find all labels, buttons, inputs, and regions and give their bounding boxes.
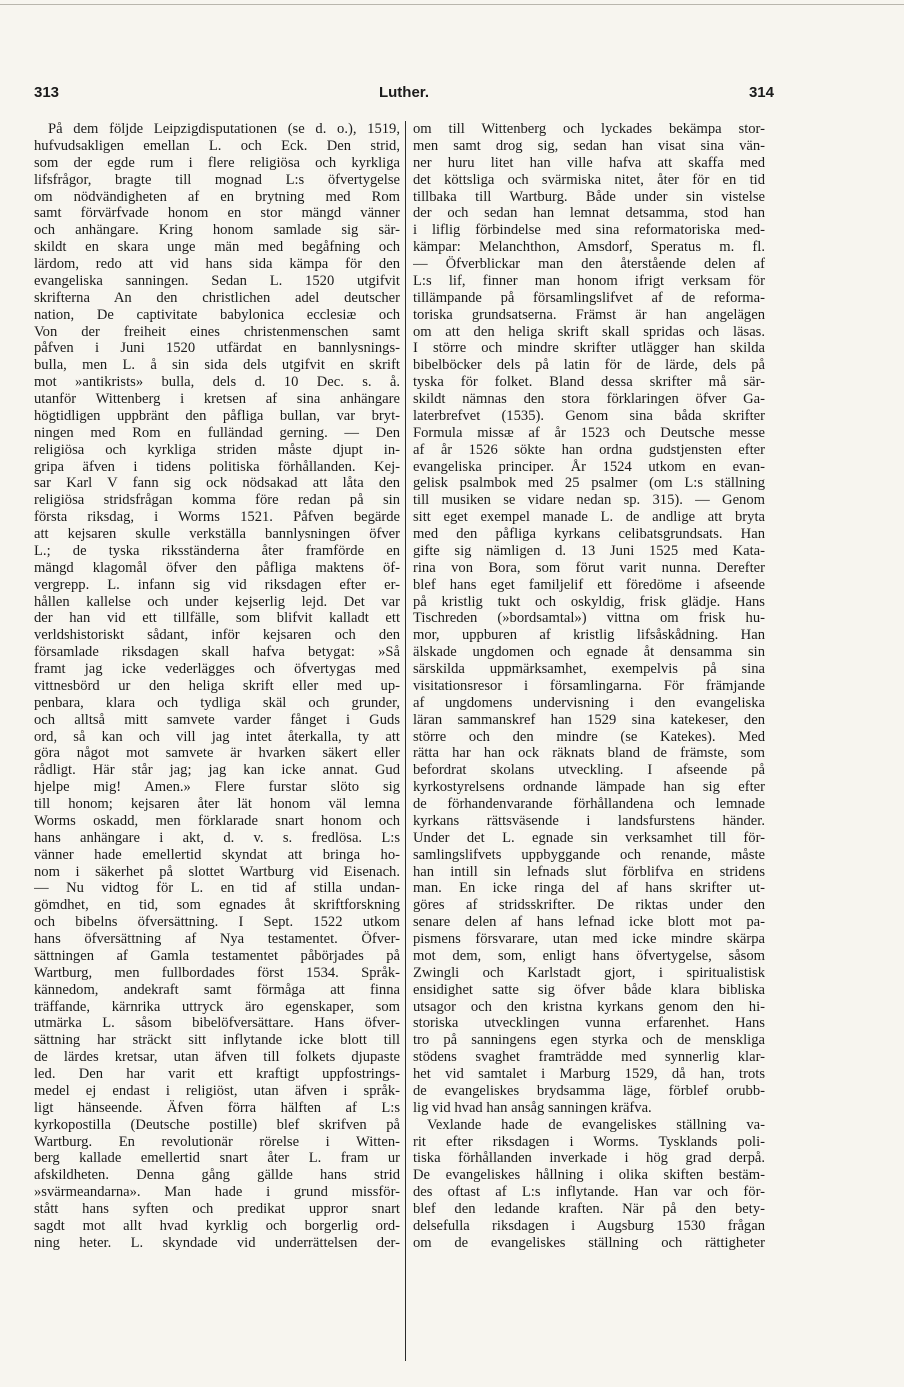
text-line: om till Wittenberg och lyckades bekämpa stor- [413,121,765,137]
text-line: Tischreden (»bordsamtal») vittna om frisk hu- [413,610,765,627]
text-line: hjelpe mig! Amen.» Flere furstar slöto sig [34,779,400,796]
text-line: som der egde rum i flere religiösa och kyrkliga [34,154,400,171]
text-line: de evangeliskes brydsamma läge, förblef orubb- [413,1082,765,1099]
text-line: på kristlig tukt och oskyldig, frisk glädje. Hans [413,593,765,610]
text-line: läran sammanskref han 1529 sina katekeser, den [413,711,765,728]
text-line: toriska grundsatserna. Främst är han angelägen [413,306,765,323]
text-line: att kejsaren skulle verkställa bannlysningen öfver [34,526,400,542]
top-rule [0,4,904,5]
text-line: utsagor och den kristna kyrkans genom den hi- [413,998,765,1015]
text-line: evangeliska principer. År 1524 utkom en evan- [413,458,765,475]
text-line: hållen kallelse och under kejserlig lejd. Det var [34,593,400,610]
text-line: ning heter. L. skyndade vid underrättelsen der- [34,1234,400,1251]
text-line: vergrepp. L. infann sig vid riksdagen efter er- [34,576,400,593]
text-line: till musiken se vidare nedan sp. 315). — Genom [413,492,765,509]
text-line: vänner hade emellertid skyndat att bringa ho- [34,846,400,863]
text-line: nom i säkerhet på slottet Wartburg vid Eisenach. [34,863,400,880]
text-line: Under det L. egnade sin verksamhet till för- [413,829,765,846]
text-line: senare delen af hans lefnad icke blott mot pa- [413,914,765,931]
text-line: laterbrefvet (1535). Genom sina båda skrifter [413,407,765,424]
text-line: lig vid hvad han ansåg sanningen kräfva. [413,1099,652,1116]
text-line: penbara, klara och tydliga skäl och grunder, [34,694,400,711]
text-line: »svärmeandarna». Man hade i grund missför- [34,1184,400,1201]
text-line: På dem följde Leipzigdisputationen (se d. o.), 1519, [48,121,400,137]
text-line: blef den ledande kraften. När på den bety- [413,1201,765,1217]
text-line: sar Karl V fann sig ock nödsakad att låta den [34,475,400,492]
text-line: till honom; kejsaren åter lät honom väl lemna [34,796,400,812]
text-line: bulla, men L. å sin sida dels utgifvit en skrift [34,357,400,374]
text-line: ensidighet satte sig öfver både klara bibliska [413,981,765,998]
text-line: led. Den har varit ett kraftigt uppfostrings- [34,1066,400,1082]
text-line: ord, så kan och vill jag intet återkalla, ty att [34,728,400,745]
text-line: gelisk psalmbok med 25 psalmer (om L:s ställning [413,475,765,492]
text-line: gifte sig nämligen d. 13 Juni 1525 med Kata- [413,542,765,559]
text-line: — Öfverblickar man den återstående delen af [413,256,765,272]
text-line: L:s lif, finner man honom ifrigt verksam för [413,272,765,289]
text-line: skildt nämnas den stora förklaringen öfver Ga- [413,391,765,407]
left-text-column [34,121,400,1361]
text-line: blef hans eget familjelif ett föredöme i afseende [413,576,765,593]
right-page-number: 314 [748,84,774,101]
text-line: pismens försvarare, utan med icke mindre skärpa [413,931,765,947]
text-line: hufvudsakligen emellan L. och Eck. Den strid, [34,137,400,154]
text-line: tyska för folket. Bland dessa skrifter må sär- [413,374,765,391]
text-line: de förhandenvarande förhållandena och lemnade [413,796,765,812]
text-line: om nödvändigheten af en brytning med Rom [34,188,400,205]
text-line: större och den mindre (se Katekes). Med [413,728,765,745]
text-line: af ungdomens undervisning i den evangeliska [413,694,765,711]
text-line: med den påfliga kyrkans celibatsgrundsats. Han [413,526,765,542]
text-line: Wartburg. En revolutionär rörelse i Witten- [34,1133,400,1150]
text-line: afskildheten. Denna gång gällde hans strid [34,1167,400,1184]
text-line: rit efter riksdagen i Worms. Tysklands poli- [413,1133,765,1150]
text-line: älskade ungdomen och egnade åt densamma sin [413,644,765,661]
text-line: tillbaka till Wartburg. Både under sin vistelse [413,188,765,205]
text-line: der han vid ett tillfälle, som blifvit kalladt ett [34,610,400,627]
text-line: nation, De captivitate babylonica ecclesiæ och [34,306,400,323]
text-line: evangeliska sanningen. Sedan L. 1520 utgifvit [34,272,400,289]
text-line: i liflig förbindelse med sina reformatoriska med- [413,222,765,239]
text-line: medel ej endast i religiöst, utan äfven i språk- [34,1082,400,1099]
text-line: berg kallade emellertid snart åter L. fram ur [34,1150,400,1167]
text-line: tiska förhållanden inverkade i hög grad derpå. [413,1150,765,1167]
text-line: de lärdes kretsar, utan äfven till folkets djupaste [34,1049,400,1066]
left-page-number: 313 [34,84,60,101]
right-text-column [413,121,765,1361]
text-line: och bibelns öfversättning. I Sept. 1522 utkom [34,914,400,931]
text-line: Wartburg, men fullbordades först 1534. Språk- [34,964,400,981]
text-line: det köttsliga och svärmiska nitet, åter för en tid [413,171,765,188]
text-line: högtidligen uppbränt den påfliga bullan, var bryt- [34,407,400,424]
text-line: tro på sanningens egen styrka och de menskliga [413,1032,765,1049]
text-line: stödens svaghet framträdde med synnerlig klar- [413,1049,765,1066]
text-line: kyrkans rättsväsende i landsfurstens händer. [413,812,765,829]
text-line: göres af stridsskrifter. De riktas under den [413,897,765,914]
text-line: mot dem, som, enligt hans öfvertygelse, såsom [413,947,765,964]
text-line: L.; de tyska riksständerna åter framförde en [34,542,400,559]
text-line: kyrkostyrelsens ordnande lämpade han sig efter [413,779,765,796]
text-line: sagdt mot allt hvad kyrklig och borgerlig ord- [34,1217,400,1234]
text-line: sitt eget exempel manade L. de andlige att bryta [413,509,765,526]
text-line: man. En icke ringa del af hans skrifter ut- [413,880,765,897]
text-line: stått hans syften och predikat uppror snart [34,1201,400,1217]
text-line: utanför Wittenberg i kretsen af sina anhängare [34,391,400,407]
text-line: framt jag icke vederlägges och öfvertygas med [34,661,400,677]
text-line: Von der freiheit eines christenmenschen samt [34,323,400,340]
text-line: Zwingli och Karlstadt gjort, i spiritualistisk [413,964,765,981]
running-title: Luther. [378,84,429,101]
text-line: mot »antikrists» bulla, dels d. 10 Dec. s. å. [34,374,400,391]
text-line: Formula missæ af år 1523 och Deutsche messe [413,424,765,441]
text-line: delsefulla riksdagen i Augsburg 1530 frågan [413,1217,765,1234]
text-line: religiösa stridsfrågan komma före redan på sin [34,492,400,509]
text-line: och anhängare. Kring honom samlade sig sär- [34,222,400,239]
text-line: tillämpande på församlingslifvet af de reforma- [413,289,765,306]
text-line: om de evangeliskes ställning och rättigheter [413,1234,765,1251]
text-line: om att den heliga skrift skall spridas och läsas. [413,323,765,340]
text-line: mängd klagomål öfver den påfliga maktens öf- [34,559,400,576]
text-line: bibelböcker dels på latin för de lärde, dels på [413,357,765,374]
text-line: hans öfversättning af Nya testamentet. Öfver- [34,931,400,947]
text-line: der och sedan han lemnat detsamma, stod han [413,205,765,222]
text-line: gömdhet, en tid, som egnades åt skriftforskning [34,897,400,914]
text-line: men samt drog sig, sedan han visat sina vän- [413,137,765,154]
text-line: samlingslifvets uppbyggande och renande, måste [413,846,765,863]
text-line: mor, uppburen af kristlig lifsåskådning. Han [413,627,765,644]
text-line: hans anhängare i akt, d. v. s. fredlösa. L:s [34,829,400,846]
text-line: första riksdag, i Worms 1521. Påfven begärde [34,509,400,526]
text-line: het vid samtalet i Marburg 1529, då han, trots [413,1066,765,1082]
text-line: ner huru litet han ville hafva att skaffa med [413,154,765,171]
text-line: af år 1526 sökte han ordna gudstjensten efter [413,441,765,458]
text-line: verldshistoriskt sådant, inför kejsaren och den [34,627,400,644]
text-line: kämpar: Melanchthon, Amsdorf, Speratus m. fl. [413,239,765,256]
text-line: samt förvärfvade honom en stor mängd vänner [34,205,400,222]
text-line: lärdom, redo att vid hans sida kämpa för den [34,256,400,272]
text-line: sättning har sträckt sitt inflytande icke blott till [34,1032,400,1049]
text-line: storiska utvecklingen vunna erfarenhet. Hans [413,1015,765,1032]
text-line: och alltså mitt samvete varder fånget i Guds [34,711,400,728]
text-line: ligt hänseende. Äfven förra hälften af L:s [34,1099,400,1116]
text-line: ningen med Rom en fulländad gerning. — Den [34,424,400,441]
text-line: Worms oskadd, men förklarade snart honom och [34,812,400,829]
text-line: rådligt. Här står jag; jag kan icke annat. Gud [34,762,400,779]
text-line: han intill sin lefnads slut förblifva en stridens [413,863,765,880]
text-line: kyrkopostilla (Deutsche postille) blef skrifven på [34,1116,400,1133]
text-line: vittnesbörd ur den heliga skrift eller med up- [34,677,400,694]
text-line: religiösa och kyrkliga striden måste djupt in- [34,441,400,458]
text-line: — Nu vidtog för L. en tid af stilla undan- [34,880,400,897]
text-line: sättningen af Gamla testamentet påbörjades på [34,947,400,964]
text-line: gripa äfven i tidens politiska förhållanden. Kej- [34,458,400,475]
text-line: befordrat skolans utveckling. I afseende på [413,762,765,779]
text-line: göra något mot samvete är hvarken säkert eller [34,745,400,762]
text-line: I större och mindre skrifter utlägger han skilda [413,340,765,357]
text-line: träffande, kärnrika uttryck äro egenskaper, som [34,998,400,1015]
page-header [34,84,774,108]
text-line: rina von Bora, som förut varit nunna. Derefter [413,559,765,576]
text-line: des oftast af L:s inflytande. Han var och för- [413,1184,765,1201]
text-line: utmärka L. såsom bibelöfversättare. Hans öfver- [34,1015,400,1032]
text-line: skildt en skara unge män med begåfning och [34,239,400,256]
text-line: visitationsresor i församlingarna. För främjande [413,677,765,694]
text-line: särskilda uppmärksamhet, exempelvis på sina [413,661,765,677]
text-line: skrifterna An den christlichen adel deutscher [34,289,400,306]
text-line: lifsfrågor, bragte till mognad L:s öfvertygelse [34,171,400,188]
text-line: församlade riksdagen skall hafva betygat: »Så [34,644,400,661]
column-divider [405,121,406,1361]
text-line: De evangeliskes hållning i olika skiften bestäm- [413,1167,765,1184]
text-line: rätta har han ock räknats bland de främste, som [413,745,765,762]
text-line: påfven i Juni 1520 utfärdat en bannlysnings- [34,340,400,357]
text-line: kännedom, andekraft samt förmåga att finna [34,981,400,998]
text-line: Vexlande hade de evangeliskes ställning va- [427,1116,765,1133]
